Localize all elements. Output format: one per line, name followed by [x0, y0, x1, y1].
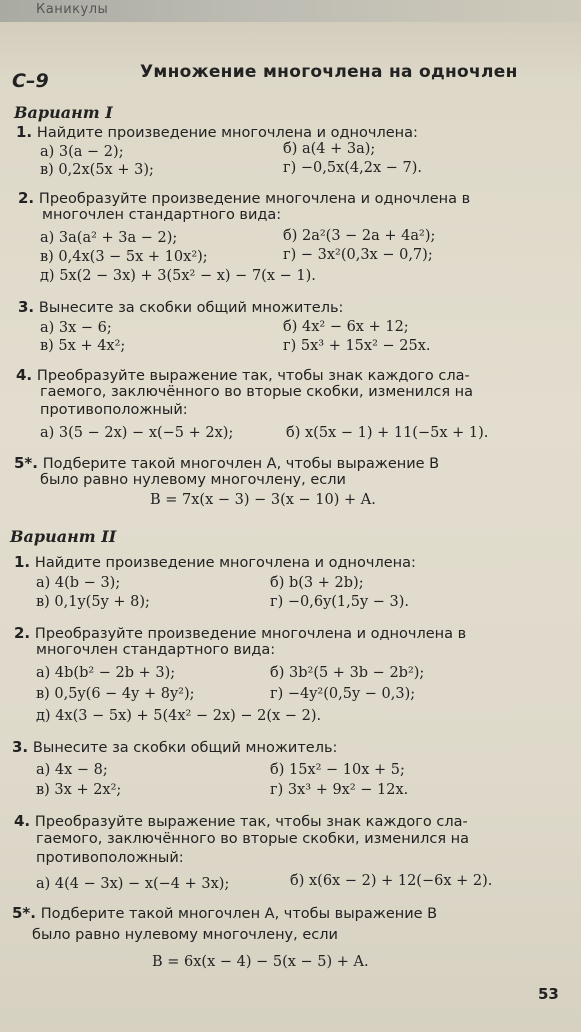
v1-task5-text: Подберите такой многочлен A, чтобы выражение B [42, 456, 440, 472]
v2-task5-num: 5*. [12, 904, 36, 922]
v1-task3-num: 3. [18, 298, 35, 316]
v2-t1-a: а) 4(b − 3); [36, 575, 121, 591]
v1-t3-b: б) 4x² − 6x + 12; [283, 319, 409, 335]
v2-task2-text: Преобразуйте произведение многочлена и одночлена в [34, 626, 467, 642]
v2-t5-formula: B = 6x(x − 4) − 5(x − 5) + A. [152, 954, 369, 970]
v1-task1-text: Найдите произведение многочлена и одночлена: [36, 125, 418, 141]
v2-task3-num: 3. [12, 738, 29, 756]
v2-task2-num: 2. [14, 624, 31, 642]
v1-task2-num: 2. [18, 189, 35, 207]
v1-t2-d: г) − 3x²(0,3x − 0,7); [283, 247, 433, 263]
v1-task2-text2: многочлен стандартного вида: [42, 207, 282, 223]
v2-t4-a: а) 4(4 − 3x) − x(−4 + 3x); [36, 876, 230, 892]
v2-task1-header [14, 553, 416, 571]
v2-task1-text: Найдите произведение многочлена и одночлена: [34, 555, 416, 571]
v1-task5-num: 5*. [14, 454, 38, 472]
v1-t2-c: в) 0,4x(3 − 5x + 10x²); [40, 249, 208, 265]
v1-t2-a: а) 3a(a² + 3a − 2); [40, 230, 178, 246]
v2-t1-b: б) b(3 + 2b); [270, 575, 364, 591]
top-strip [0, 0, 581, 22]
v2-t2-b: б) 3b²(5 + 3b − 2b²); [270, 665, 425, 681]
v2-t4-b: б) x(6x − 2) + 12(−6x + 2). [290, 873, 493, 889]
v2-task1-num: 1. [14, 553, 31, 571]
v1-task2-header [18, 189, 470, 207]
v1-task3-header [18, 298, 343, 316]
v1-t1-a: а) 3(a − 2); [40, 144, 124, 160]
v2-t2-a: а) 4b(b² − 2b + 3); [36, 665, 176, 681]
v1-t4-a: а) 3(5 − 2x) − x(−5 + 2x); [40, 425, 234, 441]
v2-task3-header [12, 738, 337, 756]
v2-task2-text2: многочлен стандартного вида: [36, 642, 276, 658]
v1-t3-d: г) 5x³ + 15x² − 25x. [283, 338, 431, 354]
v1-t1-c: в) 0,2x(5x + 3); [40, 162, 154, 178]
v2-t2-e: д) 4x(3 − 5x) + 5(4x² − 2x) − 2(x − 2). [36, 708, 322, 724]
v2-task2-header [14, 624, 466, 642]
v1-t3-c: в) 5x + 4x²; [40, 338, 126, 354]
v1-task4-header [16, 366, 470, 384]
v2-t1-c: в) 0,1y(5y + 8); [36, 594, 150, 610]
v2-task4-text: Преобразуйте выражение так, чтобы знак каждого сла- [34, 814, 468, 830]
v1-task5-text2: было равно нулевому многочлену, если [40, 472, 346, 488]
v2-t2-c: в) 0,5y(6 − 4y + 8y²); [36, 686, 195, 702]
v2-task4-text3: противоположный: [36, 850, 184, 866]
v1-t2-e: д) 5x(2 − 3x) + 3(5x² − x) − 7(x − 1). [40, 268, 316, 284]
v2-t3-a: а) 4x − 8; [36, 762, 108, 778]
v1-task1-num: 1. [16, 123, 33, 141]
v2-task4-num: 4. [14, 812, 31, 830]
page-title: Умножение многочлена на одночлен [140, 62, 518, 82]
section-code: С–9 [12, 70, 49, 92]
v2-task4-text2: гаемого, заключённого во вторые скобки, изменился на [36, 831, 470, 847]
v2-t1-d: г) −0,6y(1,5y − 3). [270, 594, 410, 610]
v1-task2-text: Преобразуйте произведение многочлена и одночлена в [38, 191, 471, 207]
variant-1-title: Вариант I [14, 103, 113, 122]
v2-t3-d: г) 3x³ + 9x² − 12x. [270, 782, 409, 798]
v1-t1-d: г) −0,5x(4,2x − 7). [283, 160, 423, 176]
v2-t2-d: г) −4y²(0,5y − 0,3); [270, 686, 416, 702]
v2-task5-text2: было равно нулевому многочлену, если [32, 927, 338, 943]
v1-task1-header [16, 123, 418, 141]
v1-t2-b: б) 2a²(3 − 2a + 4a²); [283, 228, 436, 244]
top-strip-text: Каникулы [36, 2, 109, 17]
v1-task3-text: Вынесите за скобки общий множитель: [38, 300, 344, 316]
v1-task4-text3: противоположный: [40, 402, 188, 418]
v1-t1-b: б) a(4 + 3a); [283, 141, 376, 157]
v2-task3-text: Вынесите за скобки общий множитель: [32, 740, 338, 756]
v1-t4-b: б) x(5x − 1) + 11(−5x + 1). [286, 425, 489, 441]
v1-t5-formula: B = 7x(x − 3) − 3(x − 10) + A. [150, 492, 376, 508]
v2-task4-header [14, 812, 468, 830]
v1-t3-a: а) 3x − 6; [40, 320, 112, 336]
v1-task4-text: Преобразуйте выражение так, чтобы знак каждого сла- [36, 368, 470, 384]
v2-t3-c: в) 3x + 2x²; [36, 782, 122, 798]
v2-task5-text: Подберите такой многочлен A, чтобы выражение B [40, 906, 438, 922]
v2-task5-header [12, 904, 437, 922]
variant-2-title: Вариант II [10, 527, 117, 546]
v1-task4-num: 4. [16, 366, 33, 384]
page-number: 53 [538, 985, 559, 1003]
v2-t3-b: б) 15x² − 10x + 5; [270, 762, 405, 778]
v1-task4-text2: гаемого, заключённого во вторые скобки, изменился на [40, 384, 474, 400]
v1-task5-header [14, 454, 439, 472]
